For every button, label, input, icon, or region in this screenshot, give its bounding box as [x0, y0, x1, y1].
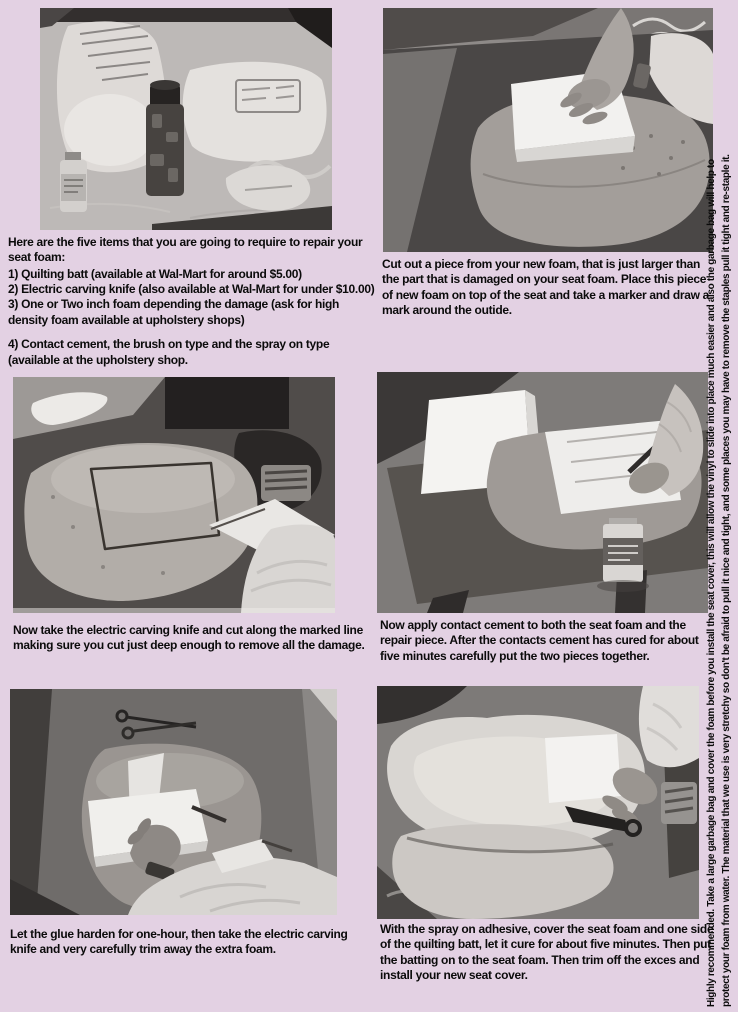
- contact-cement-can: [597, 518, 649, 592]
- supplies-illustration: [40, 8, 332, 230]
- intro-heading: Here are the five items that you are going to require to repair your seat foam:: [8, 235, 363, 265]
- apply-cement-illustration: [377, 372, 708, 613]
- side-note-line2: protect your foam from water. The material that we use is very stretchy so don't be afraid to pull it nice and tight, and some places you may have to remove the staples pull it tight and re-staple it.: [721, 154, 732, 1007]
- caption-cut-along-line: Now take the electric carving knife and cut along the marked line making sure you cut just deep enough to remove all the damage.: [13, 623, 365, 653]
- photo-apply-cement: [377, 372, 708, 613]
- quilting-batt-bag-right: [183, 62, 327, 162]
- side-note-text: [704, 0, 738, 1012]
- foam-showing: [545, 734, 621, 803]
- side-note: [704, 0, 738, 1012]
- photo-batting: [377, 686, 699, 919]
- supply-item-4: 4) Contact cement, the brush on type and the spray on type (available at the upholstery shop.: [8, 337, 330, 367]
- supply-item-3: 3) One or Two inch foam depending the damage (ask for high density foam available at upholstery shops): [8, 297, 340, 327]
- caption-trim-foam: Let the glue harden for one-hour, then take the electric carving knife and very carefully trim away the extra foam.: [10, 927, 348, 957]
- photo-trim-foam: [10, 689, 337, 915]
- mark-foam-illustration: [383, 8, 713, 252]
- contact-cement-bottle: [60, 152, 87, 212]
- trim-foam-illustration: [10, 689, 337, 915]
- intro-text: [8, 235, 376, 368]
- batting-illustration: [377, 686, 699, 919]
- photo-supplies: [40, 8, 332, 230]
- supply-item-2: 2) Electric carving knife (also available at Wal-Mart for under $10.00): [8, 282, 375, 297]
- side-note-line1: Highly recommended. Take a large garbage bag and cover the foam before you install the seat cover, this will allow the vinyl to slide into place much easier and also the garbage bag will help to: [706, 159, 717, 1007]
- photo-cut-damage: [13, 377, 335, 613]
- chair-pad: [661, 782, 697, 824]
- spray-adhesive-can: [146, 80, 184, 196]
- caption-batting-cover: With the spray on adhesive, cover the seat foam and one side of the quilting batt, let it cure for about five minutes. Then put the batting on to the seat foam. Then trim off the exces and install your new seat cover.: [380, 922, 714, 983]
- cut-damage-illustration: [13, 377, 335, 613]
- caption-apply-cement: Now apply contact cement to both the seat foam and the repair piece. After the contacts cement has cured for about five minutes carefully put the two pieces together.: [380, 618, 699, 663]
- photo-mark-foam: [383, 8, 713, 252]
- supply-item-1: 1) Quilting batt (available at Wal-Mart for around $5.00): [8, 266, 302, 281]
- caption-cut-piece: Cut out a piece from your new foam, that is just larger than the part that is damaged on your seat foam. Place this piece of new foam on top of the seat and take a marker and draw a mark around the outide.: [382, 257, 710, 318]
